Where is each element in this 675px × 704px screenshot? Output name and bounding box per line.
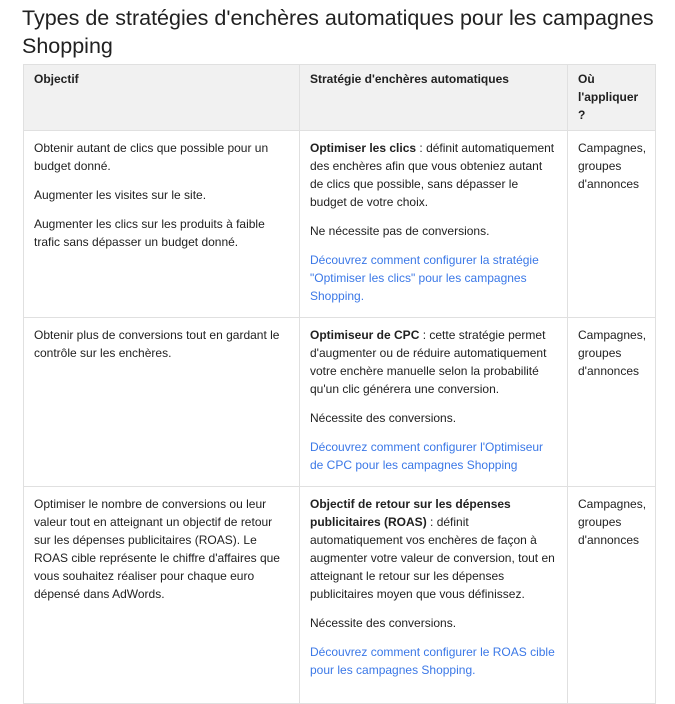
objectif-text: Augmenter les clics sur les produits à faible trafic sans dépasser un budget donné. <box>34 217 265 249</box>
help-paragraph <box>310 438 558 474</box>
table-header-row <box>24 65 656 131</box>
help-link[interactable]: Découvrez comment configurer la stratégie "Optimiser les clics" pour les campagnes Shopping. <box>310 253 539 303</box>
strategie-cell <box>300 131 568 318</box>
conversions-note: Nécessite des conversions. <box>310 616 457 630</box>
strategie-name: Optimiseur de CPC <box>310 328 420 342</box>
header-strategie: Stratégie d'enchères automatiques <box>300 65 568 131</box>
help-link[interactable]: Découvrez comment configurer le ROAS cible pour les campagnes Shopping. <box>310 645 555 677</box>
ou-cell: Campagnes, groupes d'annonces <box>568 487 656 704</box>
strategie-cell <box>300 487 568 704</box>
table-row <box>24 131 656 318</box>
strategie-name: Optimiser les clics <box>310 141 417 155</box>
table-row <box>24 487 656 704</box>
objectif-text: Optimiser le nombre de conversions ou leur valeur tout en atteignant un objectif de retour sur les dépenses publicitaires (ROAS). Le ROAS cible représente le chiffre d'affaires que vous souhaitez réaliser pour chaque euro dépensé dans AdWords. <box>34 497 280 601</box>
strategie-description <box>310 326 558 398</box>
header-objectif: Objectif <box>24 65 300 131</box>
objectif-cell <box>24 131 300 318</box>
strategie-desc-text: : cette stratégie permet d'augmenter ou de réduire automatiquement votre enchère manuelle selon la probabilité qu'un clic générera une conversion. <box>310 328 547 396</box>
conversions-note: Ne nécessite pas de conversions. <box>310 224 490 238</box>
objectif-text: Augmenter les visites sur le site. <box>34 188 207 202</box>
objectif-cell <box>24 487 300 704</box>
objectif-cell <box>24 318 300 487</box>
help-paragraph <box>310 251 558 305</box>
page-title: Types de stratégies d'enchères automatiques pour les campagnes Shopping <box>22 6 654 58</box>
help-paragraph <box>310 643 558 679</box>
strategie-description <box>310 495 558 603</box>
conversions-note: Nécessite des conversions. <box>310 411 457 425</box>
bidding-strategies-table <box>23 64 656 704</box>
objectif-text: Obtenir plus de conversions tout en gardant le contrôle sur les enchères. <box>34 328 280 360</box>
header-ou: Où l'appliquer ? <box>568 65 656 131</box>
objectif-text: Obtenir autant de clics que possible pour un budget donné. <box>34 141 269 173</box>
strategie-desc-text: : définit automatiquement vos enchères de façon à augmenter votre valeur de conversion, tout en atteignant le retour sur les dépenses publicitaires moyen que vous définissez. <box>310 515 555 601</box>
ou-cell: Campagnes, groupes d'annonces <box>568 318 656 487</box>
strategie-description <box>310 139 558 211</box>
strategie-cell <box>300 318 568 487</box>
strategie-desc-text: : définit automatiquement des enchères afin que vous obteniez autant de clics que possible, sans dépasser le budget de votre choix. <box>310 141 555 209</box>
table-row <box>24 318 656 487</box>
strategie-name: Objectif de retour sur les dépenses publicitaires (ROAS) <box>310 497 511 529</box>
help-link[interactable]: Découvrez comment configurer l'Optimiseur de CPC pour les campagnes Shopping <box>310 440 544 472</box>
ou-cell: Campagnes, groupes d'annonces <box>568 131 656 318</box>
